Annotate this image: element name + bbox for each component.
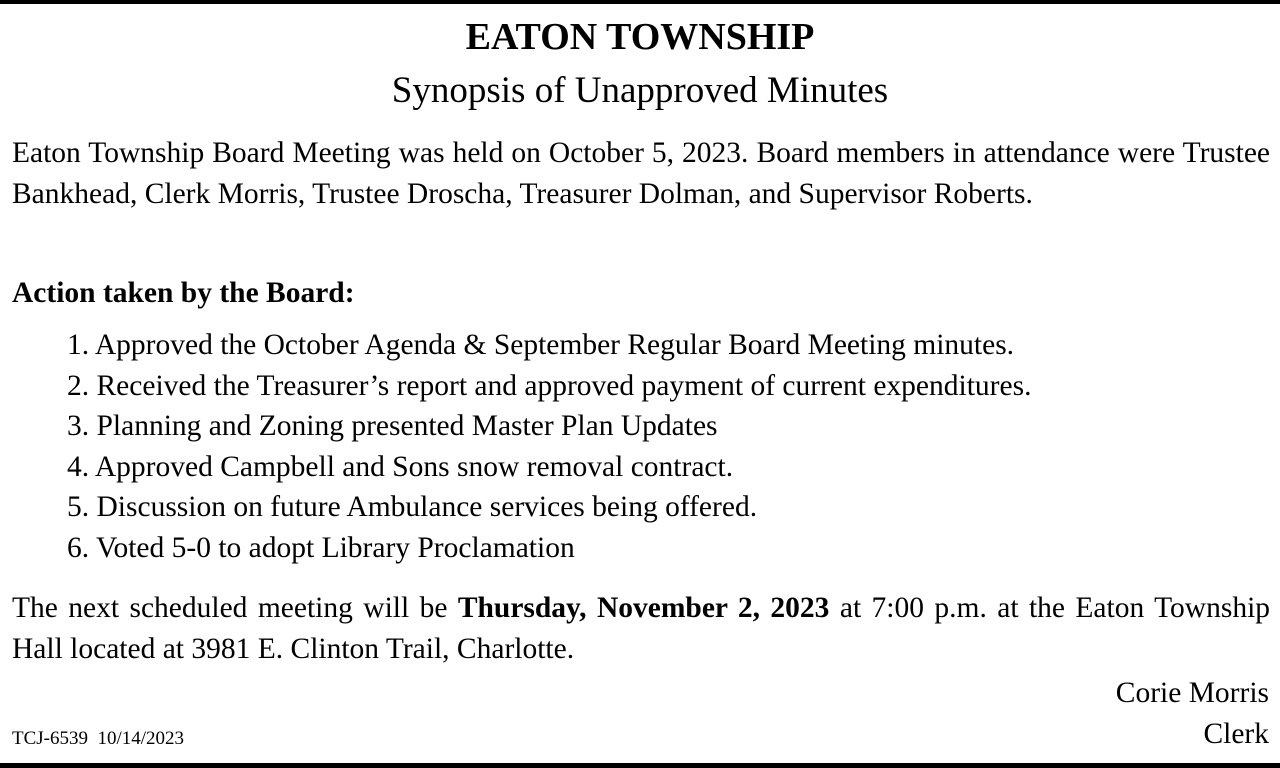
action-item-3: 3. Planning and Zoning presented Master Plan Updates (67, 410, 718, 443)
top-rule (0, 0, 1280, 4)
next-meeting-date: Thursday, November 2, 2023 (457, 592, 830, 624)
next-meeting-prefix: The next scheduled meeting will be (12, 592, 458, 624)
actions-list (67, 325, 1031, 569)
signature-block (1116, 673, 1269, 755)
action-item-5: 5. Discussion on future Ambulance services being offered. (67, 491, 758, 524)
signature-name: Corie Morris (1115, 677, 1269, 709)
action-item-6: 6. Voted 5-0 to adopt Library Proclamation (67, 531, 575, 564)
action-item-1: 1. Approved the October Agenda & September Regular Board Meeting minutes. (67, 329, 1015, 361)
reference-code: TCJ-6539 10/14/2023 (12, 728, 185, 749)
next-meeting-suffix: at 7:00 p.m. at the Eaton Township Hall located at 3981 E. Clinton Trail, Charlotte. (12, 592, 1271, 665)
action-item-2: 2. Received the Treasurer’s report and approved payment of current expenditures. (67, 369, 1032, 402)
actions-heading: Action taken by the Board: (12, 277, 355, 309)
bottom-rule (0, 763, 1280, 768)
next-meeting-paragraph (12, 588, 1270, 670)
page-title: EATON TOWNSHIP (465, 16, 815, 58)
page-subtitle: Synopsis of Unapproved Minutes (391, 70, 889, 111)
action-item-4: 4. Approved Campbell and Sons snow removal contract. (67, 450, 734, 483)
intro-paragraph: Eaton Township Board Meeting was held on October 5, 2023. Board members in attendance were Trustee Bankhead, Clerk Morris, Trustee Droscha, Treasurer Dolman, and Supervisor Roberts. (12, 137, 1270, 210)
signature-role: Clerk (1203, 718, 1269, 750)
